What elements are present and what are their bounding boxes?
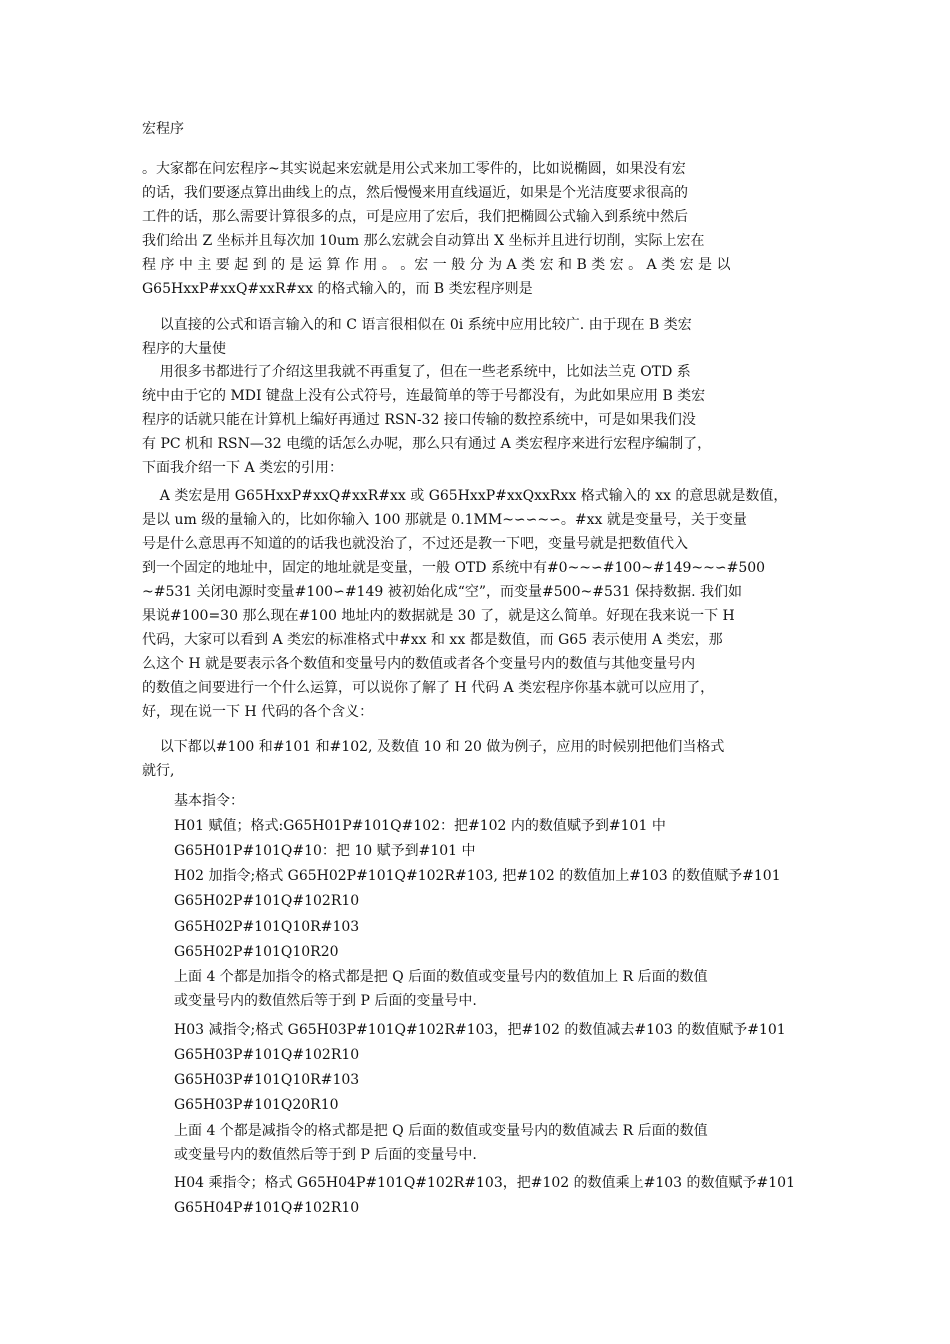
sub-note-paragraph xyxy=(174,1119,807,1167)
add-note-paragraph xyxy=(174,965,807,1013)
text-line: A 类宏是用 G65HxxP#xxQ#xxR#xx 或 G65HxxP#xxQxxRxx 格式输入的 xx 的意思就是数值， xyxy=(142,488,788,504)
command-line: H03 减指令;格式 G65H03P#101Q#102R#103，把#102 的数值减去#103 的数值赋予#101 xyxy=(174,1022,786,1038)
command-line: G65H03P#101Q10R#103 xyxy=(174,1072,360,1088)
text-line: 上面 4 个都是加指令的格式都是把 Q 后面的数值或变量号内的数值加上 R 后面的数值 xyxy=(174,969,708,985)
text-line: 或变量号内的数值然后等于到 P 后面的变量号中. xyxy=(174,993,477,1009)
command-line: G65H03P#101Q20R10 xyxy=(174,1097,339,1113)
command-line: G65H01P#101Q#10：把 10 赋予到#101 中 xyxy=(174,843,476,859)
text-line: 我们给出 Z 坐标并且每次加 10um 那么宏就会自动算出 X 坐标并且进行切削，实际上宏在 xyxy=(142,233,705,249)
text-line: ~#531 关闭电源时变量#100∽#149 被初始化成“空”，而变量#500~#531 保持数据. 我们如 xyxy=(142,584,743,600)
text-line: 的话，我们要逐点算出曲线上的点，然后慢慢来用直线逼近，如果是个光洁度要求很高的 xyxy=(142,185,688,201)
text-line: 或变量号内的数值然后等于到 P 后面的变量号中. xyxy=(174,1147,477,1163)
text-line: 就行, xyxy=(142,763,175,779)
text-line: 工件的话，那么需要计算很多的点，可是应用了宏后，我们把椭圆公式输入到系统中然后 xyxy=(142,209,688,225)
text-line: 是以 um 级的量输入的，比如你输入 100 那就是 0.1MM~∽∽~∽。#xx 就是变量号，关于变量 xyxy=(142,512,747,528)
command-line: G65H02P#101Q10R20 xyxy=(174,944,339,960)
command-line: H02 加指令;格式 G65H02P#101Q#102R#103, 把#102 的数值加上#103 的数值赋予#101 xyxy=(174,868,781,884)
command-line: G65H04P#101Q#102R10 xyxy=(174,1200,360,1216)
command-line: H04 乘指令；格式 G65H04P#101Q#102R#103，把#102 的数值乘上#103 的数值赋予#101 xyxy=(174,1175,795,1191)
text-line: 以直接的公式和语言输入的和 C 语言很相似在 0i 系统中应用比较广. 由于现在 B 类宏 xyxy=(142,317,692,333)
text-line: 。大家都在问宏程序~其实说起来宏就是用公式来加工零件的，比如说椭圆，如果没有宏 xyxy=(142,161,686,177)
paragraph-2 xyxy=(142,313,807,361)
text-line: 的数值之间要进行一个什么运算，可以说你了解了 H 代码 A 类宏程序你基本就可以应用了， xyxy=(142,680,715,696)
text-line: 程 序 中 主 要 起 到 的 是 运 算 作 用 。 。宏 一 般 分 为 A 类 宏 和 B 类 宏 。 A 类 宏 是 以 xyxy=(142,257,731,273)
command-line: G65H03P#101Q#102R10 xyxy=(174,1047,360,1063)
text-line: 用很多书都进行了介绍这里我就不再重复了，但在一些老系统中，比如法兰克 OTD 系 xyxy=(142,364,691,380)
paragraph-3 xyxy=(142,360,807,480)
paragraph-4 xyxy=(142,484,807,724)
paragraph-5 xyxy=(142,735,807,783)
command-line: G65H02P#101Q10R#103 xyxy=(174,919,360,935)
command-line: G65H02P#101Q#102R10 xyxy=(174,893,360,909)
text-line: 好，现在说一下 H 代码的各个含义： xyxy=(142,704,374,720)
command-line: H01 赋值；格式:G65H01P#101Q#102：把#102 内的数值赋予到#101 中 xyxy=(174,818,666,834)
text-line: 下面我介绍一下 A 类宏的引用： xyxy=(142,460,344,476)
text-line: 果说#100=30 那么现在#100 地址内的数据就是 30 了，就是这么简单。好现在我来说一下 H xyxy=(142,608,735,624)
text-line: 么这个 H 就是要表示各个数值和变量号内的数值或者各个变量号内的数值与其他变量号内 xyxy=(142,656,696,672)
text-line: G65HxxP#xxQ#xxR#xx 的格式输入的，而 B 类宏程序则是 xyxy=(142,281,533,297)
text-line: 到一个固定的地址中，固定的地址就是变量，一般 OTD 系统中有#0~~∽#100~#149~~∽#500 xyxy=(142,560,766,576)
text-line: 统中由于它的 MDI 键盘上没有公式符号，连最简单的等于号都没有，为此如果应用 B 类宏 xyxy=(142,388,706,404)
intro-paragraph xyxy=(142,157,807,301)
text-line: 代码，大家可以看到 A 类宏的标准格式中#xx 和 xx 都是数值，而 G65 表示使用 A 类宏，那 xyxy=(142,632,723,648)
text-line: 程序的大量使 xyxy=(142,341,226,357)
text-line: 上面 4 个都是减指令的格式都是把 Q 后面的数值或变量号内的数值减去 R 后面的数值 xyxy=(174,1123,708,1139)
text-line: 有 PC 机和 RSN—32 电缆的话怎么办呢，那么只有通过 A 类宏程序来进行宏程序编制了， xyxy=(142,436,712,452)
basic-commands-heading: 基本指令： xyxy=(174,793,244,809)
text-line: 程序的话就只能在计算机上编好再通过 RSN-32 接口传输的数控系统中，可是如果我们没 xyxy=(142,412,696,428)
page-title: 宏程序 xyxy=(142,121,184,137)
text-line: 以下都以#100 和#101 和#102, 及数值 10 和 20 做为例子，应用的时候别把他们当格式 xyxy=(142,739,725,755)
text-line: 号是什么意思再不知道的的话我也就没治了，不过还是教一下吧，变量号就是把数值代入 xyxy=(142,536,688,552)
